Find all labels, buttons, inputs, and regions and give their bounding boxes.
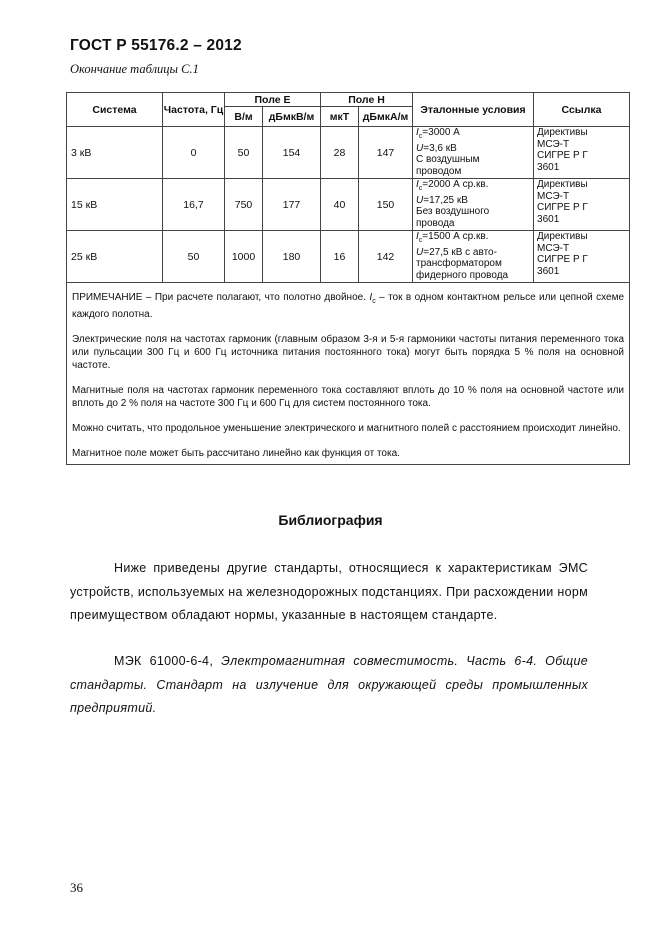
cell-reference: Директивы МСЭ-Т СИГРЕ Р Г 3601 bbox=[534, 127, 630, 179]
document-title: ГОСТ Р 55176.2 – 2012 bbox=[70, 37, 242, 54]
cell-dbua-m: 142 bbox=[359, 231, 413, 283]
cell-frequency: 50 bbox=[163, 231, 225, 283]
header-ut: мкТ bbox=[321, 107, 359, 127]
cell-conditions: $I_c=3000$ А U=3,6 кВ С воздушным проводом bbox=[413, 127, 534, 179]
cell-dbuv-m: 154 bbox=[263, 127, 321, 179]
header-frequency: Частота, Гц bbox=[163, 93, 225, 127]
cell-ut: 28 bbox=[321, 127, 359, 179]
note-2: Электрические поля на частотах гармоник (главным образом 3-я и 5-я гармоники частоты питания переменного тока или пульсации 300 Гц и 600 Гц источника питания постоянного тока) могут быть порядка 5 % поля на основной частоте. bbox=[72, 334, 625, 371]
note-3: Магнитные поля на частотах гармоник переменного тока составляют вплоть до 10 % поля на основной частоте или вплоть до 2 % поля на частоте 300 Гц и 600 Гц для систем постоянного тока. bbox=[72, 385, 625, 409]
cell-dbua-m: 150 bbox=[359, 179, 413, 231]
header-dbua-m: дБмкА/м bbox=[359, 107, 413, 127]
header-v-m: В/м bbox=[225, 107, 263, 127]
note-1: ПРИМЕЧАНИЕ – При расчете полагают, что полотно двойное. $I_c$ – ток в одном контактном рельсе или цепной схеме каждого полотна. bbox=[72, 292, 625, 320]
header-dbuv-m: дБмкВ/м bbox=[263, 107, 321, 127]
bibliography-intro: Ниже приведены другие стандарты, относящиеся к характеристикам ЭМС устройств, используемых на железнодорожных подстанциях. При расхождении норм преимуществом обладают нормы, указанные в настоящем стандарте. bbox=[70, 561, 588, 622]
header-reference: Ссылка bbox=[534, 93, 630, 127]
cell-dbuv-m: 180 bbox=[263, 231, 321, 283]
header-reference-conditions: Эталонные условия bbox=[413, 93, 534, 127]
cell-ut: 40 bbox=[321, 179, 359, 231]
bibliography-heading: Библиография bbox=[278, 512, 383, 528]
cell-v-m: 50 bbox=[225, 127, 263, 179]
cell-reference: Директивы МСЭ-Т СИГРЕ Р Г 3601 bbox=[534, 231, 630, 283]
cell-frequency: 16,7 bbox=[163, 179, 225, 231]
table-continuation-caption: Окончание таблицы С.1 bbox=[70, 62, 199, 76]
note-5: Магнитное поле может быть рассчитано линейно как функция от тока. bbox=[72, 448, 400, 459]
cell-dbua-m: 147 bbox=[359, 127, 413, 179]
bibliography-entry: МЭК 61000-6-4, Электромагнитная совместимость. Часть 6-4. Общие стандарты. Стандарт на излучение для окружающей среды промышленных предприятий. bbox=[70, 654, 588, 715]
header-field-e: Поле E bbox=[225, 93, 321, 107]
cell-conditions: $I_c=2000$ А ср.кв. U=17,25 кВ Без воздушного провода bbox=[413, 179, 534, 231]
cell-v-m: 750 bbox=[225, 179, 263, 231]
cell-system: 3 кВ bbox=[67, 127, 163, 179]
cell-system: 25 кВ bbox=[67, 231, 163, 283]
cell-conditions: $I_c=1500$ А ср.кв. U=27,5 кВ с авто- трансформатором фидерного провода bbox=[413, 231, 534, 283]
header-field-h: Поле H bbox=[321, 93, 413, 107]
emission-table bbox=[66, 92, 630, 465]
page-number: 36 bbox=[70, 880, 83, 895]
table-row bbox=[67, 179, 630, 231]
header-system: Система bbox=[67, 93, 163, 127]
table-notes bbox=[67, 283, 630, 465]
note-4: Можно считать, что продольное уменьшение электрического и магнитного полей с расстоянием происходит линейно. bbox=[72, 423, 621, 434]
cell-v-m: 1000 bbox=[225, 231, 263, 283]
cell-ut: 16 bbox=[321, 231, 359, 283]
cell-frequency: 0 bbox=[163, 127, 225, 179]
cell-system: 15 кВ bbox=[67, 179, 163, 231]
table-row bbox=[67, 231, 630, 283]
cell-reference: Директивы МСЭ-Т СИГРЕ Р Г 3601 bbox=[534, 179, 630, 231]
table-row bbox=[67, 127, 630, 179]
cell-dbuv-m: 177 bbox=[263, 179, 321, 231]
